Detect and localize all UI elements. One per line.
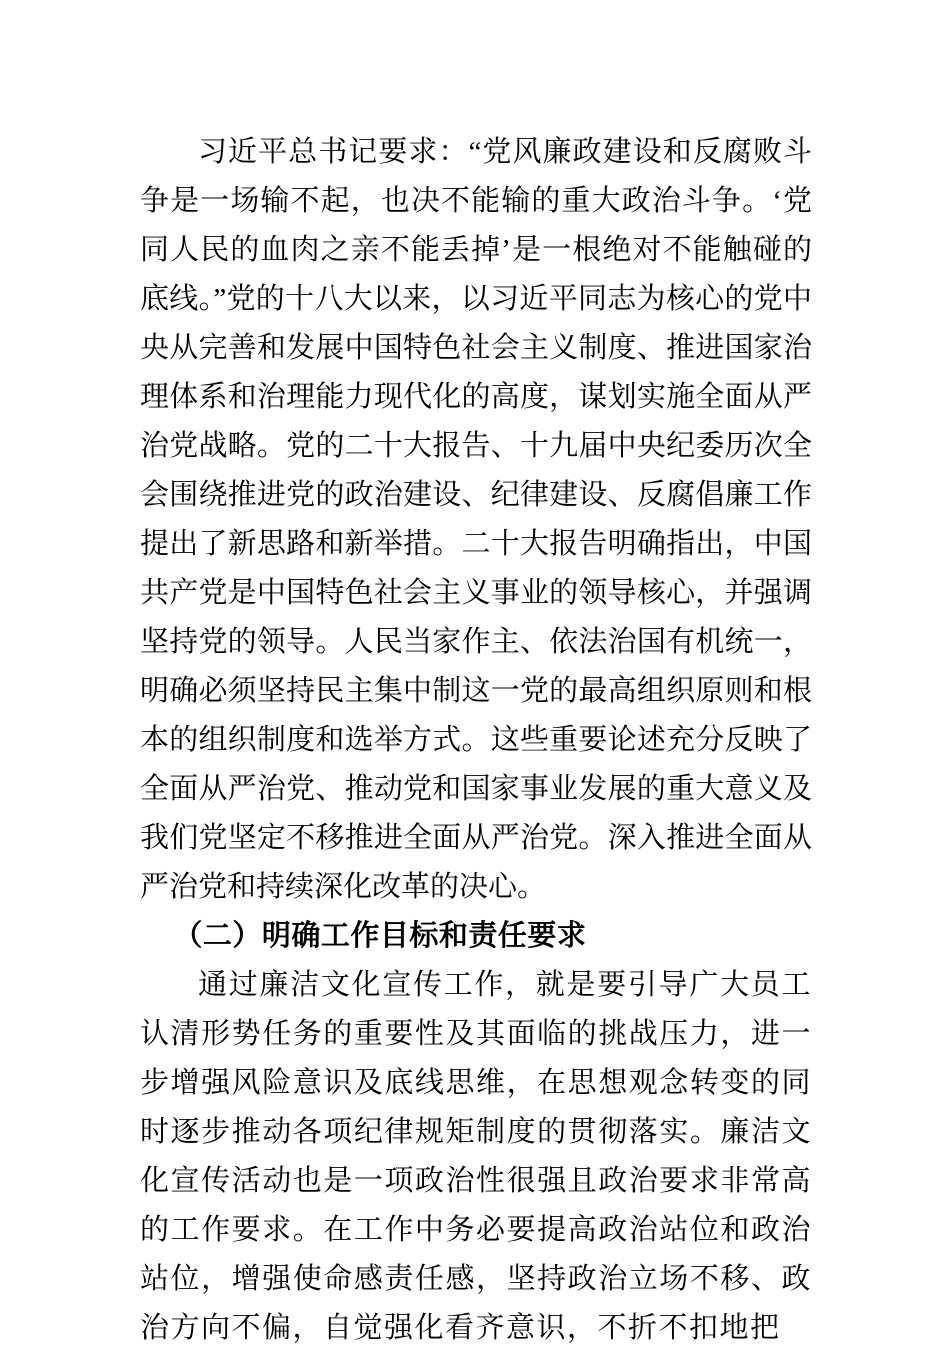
body-paragraph-2: 通过廉洁文化宣传工作，就是要引导广大员工认清形势任务的重要性及其面临的挑战压力，进一步增强风险意识及底线思维，在思想观念转变的同时逐步推动各项纪律规矩制度的贯彻落实。廉洁文化宣传活动也是一项政治性很强且政治要求非常高的工作要求。在工作中务必要提高政治站位和政治站位，增强使命感责任感，坚持政治立场不移、政治方向不偏，自觉强化看齐意识，不折不扣地把	[140, 969, 812, 1344]
body-paragraph-1: 习近平总书记要求：“党风廉政建设和反腐败斗争是一场输不起，也决不能输的重大政治斗争。‘党同人民的血肉之亲不能丢掉’是一根绝对不能触碰的底线。”党的十八大以来，以习近平同志为核心的党中央从完善和发展中国特色社会主义制度、推进国家治理体系和治理能力现代化的高度，谋划实施全面从严治党战略。党的二十大报告、十九届中央纪委历次全会围绕推进党的政治建设、纪律建设、反腐倡廉工作提出了新思路和新举措。二十大报告明确指出，中国共产党是中国特色社会主义事业的领导核心，并强调坚持党的领导。人民当家作主、依法治国有机统一，明确必须坚持民主集中制这一党的最高组织原则和根本的组织制度和选举方式。这些重要论述充分反映了全面从严治党、推动党和国家事业发展的重大意义及我们党坚定不移推进全面从严治党。深入推进全面从严治党和持续深化改革的决心。	[140, 136, 812, 903]
section-heading: （二）明确工作目标和责任要求	[173, 920, 587, 952]
